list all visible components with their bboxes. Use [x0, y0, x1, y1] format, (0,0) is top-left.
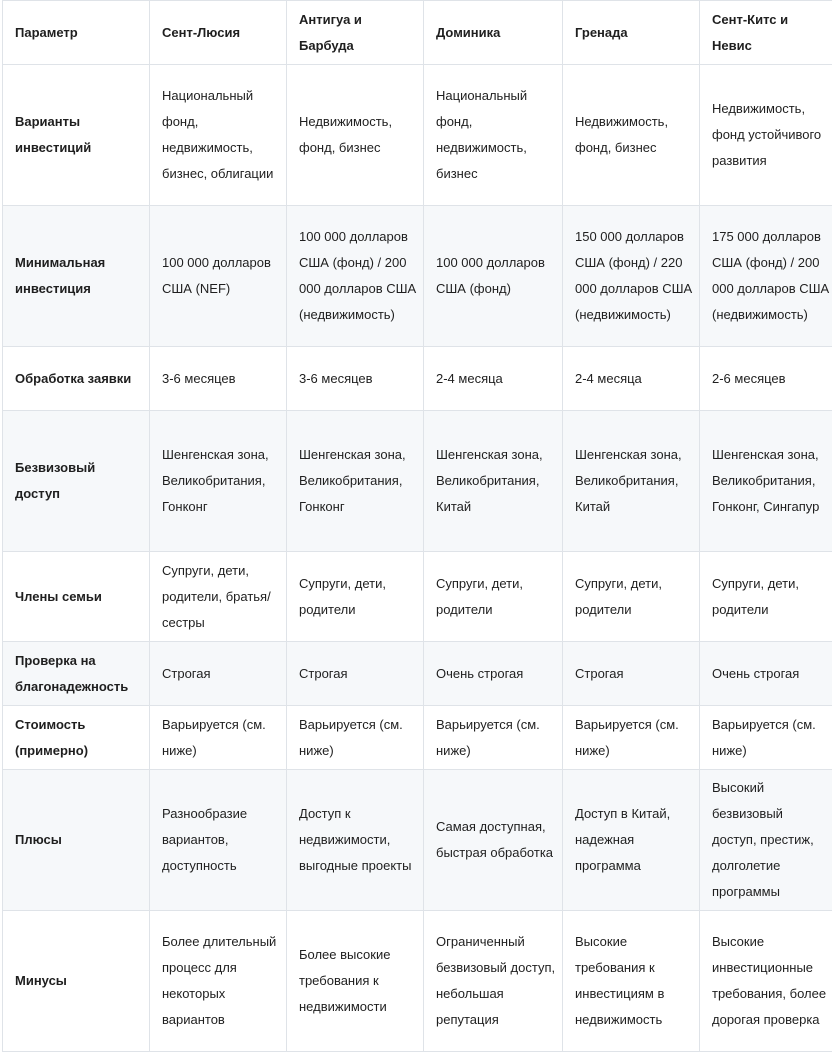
table-cell: 2-4 месяца — [563, 347, 700, 411]
table-cell: Национальный фонд, недвижимость, бизнес — [424, 65, 563, 206]
table-row — [3, 770, 832, 911]
table-cell: Очень строгая — [424, 642, 563, 706]
row-label: Минимальная инвестиция — [3, 206, 150, 347]
table-cell: Самая доступная, быстрая обработка — [424, 770, 563, 911]
row-label: Минусы — [3, 911, 150, 1052]
table-row — [3, 65, 832, 206]
row-label: Безвизовый доступ — [3, 411, 150, 552]
table-cell: 2-4 месяца — [424, 347, 563, 411]
header-cell: Доминика — [424, 1, 563, 65]
table-cell: 100 000 долларов США (фонд) / 200 000 долларов США (недвижимость) — [287, 206, 424, 347]
comparison-table — [2, 0, 832, 1052]
table-cell: Супруги, дети, родители — [563, 552, 700, 642]
table-cell: Строгая — [150, 642, 287, 706]
table-cell: Высокий безвизовый доступ, престиж, долголетие программы — [700, 770, 832, 911]
table-cell: Варьируется (см. ниже) — [563, 706, 700, 770]
table-cell: Шенгенская зона, Великобритания, Гонконг, Сингапур — [700, 411, 832, 552]
table-cell: Супруги, дети, родители, братья/сестры — [150, 552, 287, 642]
table-cell: Супруги, дети, родители — [424, 552, 563, 642]
table-cell: Варьируется (см. ниже) — [700, 706, 832, 770]
header-cell: Параметр — [3, 1, 150, 65]
header-cell: Антигуа и Барбуда — [287, 1, 424, 65]
table-cell: Шенгенская зона, Великобритания, Китай — [563, 411, 700, 552]
table-cell: Варьируется (см. ниже) — [424, 706, 563, 770]
table-cell: Доступ в Китай, надежная программа — [563, 770, 700, 911]
table-cell: 175 000 долларов США (фонд) / 200 000 долларов США (недвижимость) — [700, 206, 832, 347]
row-label: Члены семьи — [3, 552, 150, 642]
table-cell: Разнообразие вариантов, доступность — [150, 770, 287, 911]
header-cell: Сент-Китс и Невис — [700, 1, 832, 65]
table-row — [3, 706, 832, 770]
row-label: Плюсы — [3, 770, 150, 911]
table-row — [3, 347, 832, 411]
header-cell: Сент-Люсия — [150, 1, 287, 65]
table-cell: Ограниченный безвизовый доступ, небольшая репутация — [424, 911, 563, 1052]
row-label: Стоимость (примерно) — [3, 706, 150, 770]
table-cell: Недвижимость, фонд, бизнес — [287, 65, 424, 206]
table-cell: Шенгенская зона, Великобритания, Гонконг — [150, 411, 287, 552]
row-label: Проверка на благонадежность — [3, 642, 150, 706]
table-cell: Национальный фонд, недвижимость, бизнес, облигации — [150, 65, 287, 206]
header-cell: Гренада — [563, 1, 700, 65]
table-cell: Более длительный процесс для некоторых вариантов — [150, 911, 287, 1052]
table-cell: Недвижимость, фонд устойчивого развития — [700, 65, 832, 206]
table-cell: 3-6 месяцев — [150, 347, 287, 411]
table-cell: 100 000 долларов США (NEF) — [150, 206, 287, 347]
table-cell: 2-6 месяцев — [700, 347, 832, 411]
table-cell: Варьируется (см. ниже) — [287, 706, 424, 770]
table-cell: 150 000 долларов США (фонд) / 220 000 долларов США (недвижимость) — [563, 206, 700, 347]
table-cell: Шенгенская зона, Великобритания, Гонконг — [287, 411, 424, 552]
table-cell: 3-6 месяцев — [287, 347, 424, 411]
table-cell: Очень строгая — [700, 642, 832, 706]
table-cell: Строгая — [563, 642, 700, 706]
table-cell: 100 000 долларов США (фонд) — [424, 206, 563, 347]
table-cell: Недвижимость, фонд, бизнес — [563, 65, 700, 206]
table-cell: Шенгенская зона, Великобритания, Китай — [424, 411, 563, 552]
table-cell: Супруги, дети, родители — [700, 552, 832, 642]
table-row — [3, 911, 832, 1052]
table-cell: Более высокие требования к недвижимости — [287, 911, 424, 1052]
table-cell: Доступ к недвижимости, выгодные проекты — [287, 770, 424, 911]
table-header-row — [3, 1, 832, 65]
table-row — [3, 642, 832, 706]
table-cell: Варьируется (см. ниже) — [150, 706, 287, 770]
row-label: Обработка заявки — [3, 347, 150, 411]
table-cell: Высокие инвестиционные требования, более дорогая проверка — [700, 911, 832, 1052]
table-cell: Супруги, дети, родители — [287, 552, 424, 642]
table-cell: Строгая — [287, 642, 424, 706]
table-row — [3, 206, 832, 347]
row-label: Варианты инвестиций — [3, 65, 150, 206]
table-row — [3, 552, 832, 642]
table-row — [3, 411, 832, 552]
table-cell: Высокие требования к инвестициям в недвижимость — [563, 911, 700, 1052]
